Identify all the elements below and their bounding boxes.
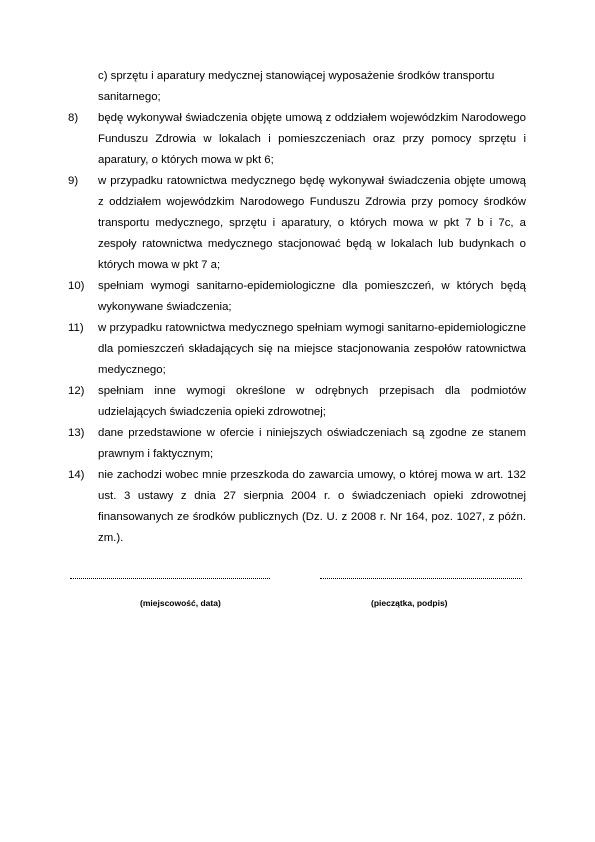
- list-item: [68, 318, 526, 381]
- item-text: spełniam inne wymogi określone w odrębnych przepisach dla podmiotów udzielających świadczenia opieki zdrowotnej;: [98, 385, 526, 418]
- list-item: [68, 465, 526, 549]
- stamp-signature-line: [320, 568, 522, 579]
- item-text: spełniam wymogi sanitarno-epidemiologiczne dla pomieszczeń, w których będą wykonywane świadczenia;: [98, 280, 526, 313]
- list-item: [68, 423, 526, 465]
- list-item: [68, 276, 526, 318]
- sub-item-c: [98, 66, 526, 108]
- item-text: nie zachodzi wobec mnie przeszkoda do zawarcia umowy, o której mowa w art. 132 ust. 3 ustawy z dnia 27 sierpnia 2004 r. o świadczeniach opieki zdrowotnej finansowanych ze środków publicznych (Dz. U. z 2008 r. Nr 164, poz. 1027, z późn. zm.).: [98, 469, 526, 544]
- place-date-label: (miejscowość, data): [140, 598, 221, 608]
- item-number: 10): [68, 280, 85, 292]
- item-number: 13): [68, 427, 85, 439]
- sub-item-c-text: c) sprzętu i aparatury medycznej stanowiącej wyposażenie środków transportu sanitarnego;: [98, 70, 495, 103]
- item-number: 14): [68, 469, 85, 481]
- list-item: [68, 381, 526, 423]
- item-number: 9): [68, 175, 79, 187]
- declaration-list: [68, 108, 526, 549]
- item-number: 12): [68, 385, 85, 397]
- stamp-signature-label: (pieczątka, podpis): [371, 598, 448, 608]
- item-text: w przypadku ratownictwa medycznego będę wykonywał świadczenia objęte umową z oddziałem wojewódzkim Narodowego Funduszu Zdrowia przy pomocy środków transportu medycznego, sprzętu i aparatury, o których mowa w pkt 7 b i 7c, a zespoły ratownictwa medycznego stacjonować będą w lokalach lub budynkach o których mowa w pkt 7 a;: [98, 175, 526, 271]
- place-date-signature-line: [70, 568, 270, 579]
- list-item: [68, 108, 526, 171]
- list-item: [68, 171, 526, 276]
- item-number: 8): [68, 112, 79, 124]
- item-number: 11): [68, 322, 84, 334]
- item-text: w przypadku ratownictwa medycznego spełniam wymogi sanitarno-epidemiologiczne dla pomieszczeń składających się na miejsce stacjonowania zespołów ratownictwa medycznego;: [98, 322, 526, 376]
- item-text: będę wykonywał świadczenia objęte umową z oddziałem wojewódzkim Narodowego Funduszu Zdrowia w lokalach i pomieszczeniach oraz przy pomocy sprzętu i aparatury, o których mowa w pkt 6;: [98, 112, 526, 166]
- item-text: dane przedstawione w ofercie i niniejszych oświadczeniach są zgodne ze stanem prawnym i faktycznym;: [98, 427, 526, 460]
